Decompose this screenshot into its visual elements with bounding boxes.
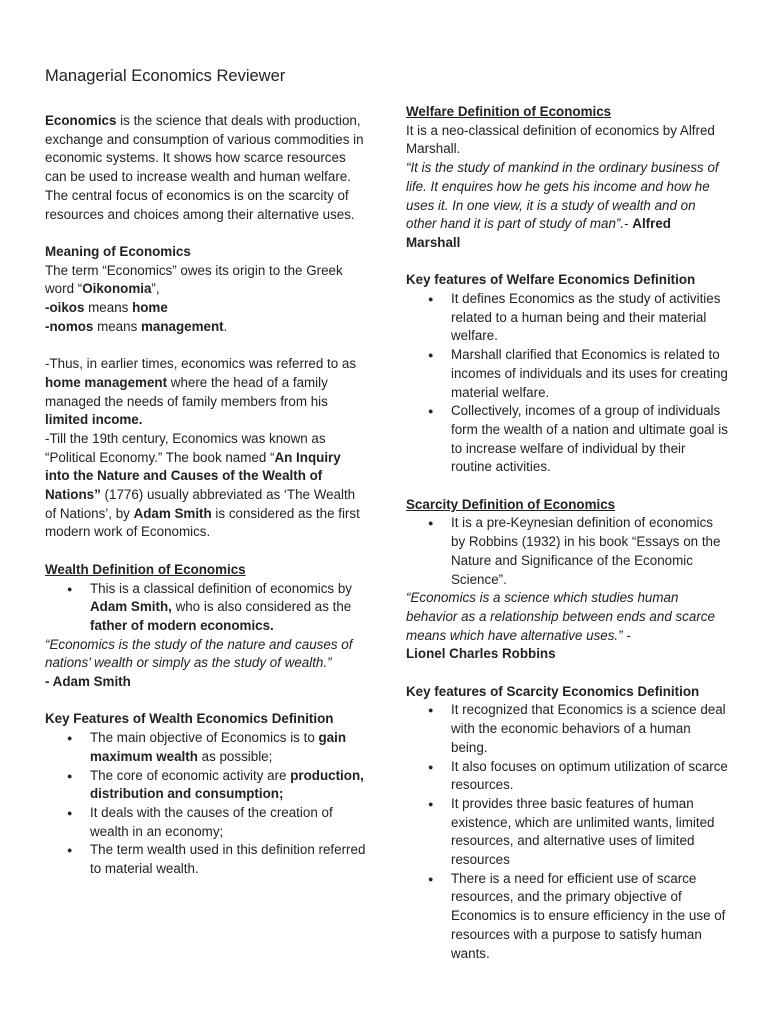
list-item: ● It deals with the causes of the creation of wealth in an economy; (45, 804, 367, 841)
welfare-heading: Welfare Definition of Economics (406, 104, 612, 119)
scarcity-quote (406, 589, 728, 645)
wealth-bullet-text-2: who is also considered as the (171, 599, 352, 615)
oikos-term: -oikos (45, 300, 85, 316)
nomos-term: -nomos (45, 318, 94, 334)
scarcity-features-heading: Key features of Scarcity Economics Definition (406, 683, 700, 699)
welfare-text: It is a neo-classical definition of economics by Alfred Marshall. (406, 122, 715, 157)
meaning-thus-paragraph (45, 355, 367, 430)
meaning-origin-end: ”, (151, 281, 160, 297)
list-item (45, 729, 367, 766)
list-item: ● Marshall clarified that Economics is related to incomes of individuals and its uses for creating material welfare. (406, 346, 728, 402)
scarcity-features-list (406, 701, 728, 963)
list-item: ● It defines Economics as the study of activities related to a human being and their material welfare. (406, 290, 728, 346)
wealth-author: - Adam Smith (45, 674, 131, 690)
welfare-quote (406, 159, 728, 253)
meaning-till-paragraph (45, 430, 367, 542)
till-book-title: An Inquiry into the Nature and Causes of the Wealth of Nations” (45, 449, 341, 503)
welfare-features-heading: Key features of Welfare Economics Definition (406, 272, 696, 288)
scarcity-heading: Scarcity Definition of Economics (406, 496, 616, 512)
welfare-quote-dash: - (624, 216, 633, 232)
thus-bold-1: home management (45, 374, 168, 390)
intro-paragraph (45, 112, 367, 224)
scarcity-quote-author (406, 645, 728, 664)
wealth-quote-text: “Economics is the study of the nature and causes of nations’ wealth or simply as the study of wealth.” (45, 636, 353, 671)
thus-bold-2: limited income. (45, 412, 143, 428)
thus-text-2: where the head of a family managed the needs of family members from his (45, 374, 328, 409)
list-item: ● Collectively, incomes of a group of individuals form the wealth of a nation and ultimate goal is to increase welfare of individual by their routine activities. (406, 402, 728, 477)
meaning-origin (45, 262, 367, 299)
oikos-means: means (84, 300, 133, 316)
oikos-meaning: home (132, 300, 168, 316)
till-text-1: -Till the 19th century, Economics was known as “Political Economy.” The book named “ (45, 430, 326, 465)
scarcity-quote-text: “Economics is a science which studies human behavior as a relationship between ends and scarce means which have alternative uses.” (406, 590, 715, 643)
list-item: ● It also focuses on optimum utilization of scarce resources. (406, 758, 728, 795)
scarcity-author: Lionel Charles Robbins (406, 646, 556, 662)
list-item: ● It is a pre-Keynesian definition of economics by Robbins (1932) in his book “Essays on the Nature and Significance of the Economic Science”. (406, 514, 728, 589)
thus-text-1: -Thus, in earlier times, economics was referred to as (45, 356, 357, 372)
list-item: ● The term wealth used in this definition referred to material wealth. (45, 841, 367, 878)
till-text-2: (1776) usually abbreviated as ‘The Wealth of Nations’, by (45, 487, 356, 521)
left-column (45, 112, 367, 879)
nomos-period: . (223, 318, 228, 334)
list-item (45, 580, 367, 636)
list-item: ● There is a need for efficient use of scarce resources, and the primary objective of Economics is to ensure efficiency in the use of resources with a purpose to satisfy human wants. (406, 870, 728, 964)
wealth-bullet-text-1: This is a classical definition of economics by (90, 580, 352, 596)
wf-b1-text-1: The main objective of Economics is to (90, 730, 319, 746)
wealth-features-heading: Key Features of Wealth Economics Definition (45, 711, 334, 727)
intro-text: is the science that deals with production, exchange and consumption of various commodities in economic systems. It shows how scarce resources can be used to increase wealth and human welfare. The central focus of economics is on the scarcity of resources and choices among their alternative uses. (45, 113, 364, 222)
till-author: Adam Smith (133, 505, 212, 521)
wealth-features-list (45, 729, 367, 879)
wealth-quote-author (45, 673, 367, 692)
scarcity-quote-dash: - (622, 627, 631, 643)
list-item (45, 767, 367, 804)
wealth-list (45, 580, 367, 636)
welfare-author: Alfred Marshall (406, 216, 671, 250)
scarcity-list (406, 514, 728, 589)
wf-b1-text-2: as possible; (197, 748, 273, 764)
meaning-oikos (45, 299, 367, 318)
wealth-bullet-bold-2: father of modern economics. (90, 617, 274, 633)
wealth-quote (45, 636, 367, 673)
till-text-3: is considered as the first modern work of Economics. (45, 505, 360, 540)
meaning-heading: Meaning of Economics (45, 243, 191, 259)
welfare-features-list (406, 290, 728, 477)
right-column (406, 103, 728, 963)
meaning-nomos (45, 318, 367, 337)
welfare-quote-text: “It is the study of mankind in the ordinary business of life. It enquires how he gets his income and how he uses it. In one view, it is a study of wealth and on other hand it is part of study of man”. (406, 160, 719, 232)
wealth-heading: Wealth Definition of Economics (45, 561, 246, 577)
nomos-means: means (93, 318, 141, 334)
wf-b2-bold: production, distribution and consumption; (90, 767, 364, 802)
intro-term: Economics (45, 113, 117, 128)
list-item: ● It provides three basic features of human existence, which are unlimited wants, limited resources, and alternative uses of limited resources (406, 795, 728, 870)
wealth-bullet-bold-1: Adam Smith, (90, 599, 172, 615)
meaning-origin-text: The term “Economics” owes its origin to the Greek word “ (45, 262, 343, 297)
list-item: ● It recognized that Economics is a science deal with the economic behaviors of a human being. (406, 701, 728, 757)
document-title: Managerial Economics Reviewer (45, 67, 286, 85)
wf-b2-text: The core of economic activity are (90, 767, 291, 783)
nomos-meaning: management (141, 318, 224, 334)
meaning-origin-word: Oikonomia (82, 281, 152, 297)
wf-b1-bold: gain maximum wealth (90, 730, 347, 764)
